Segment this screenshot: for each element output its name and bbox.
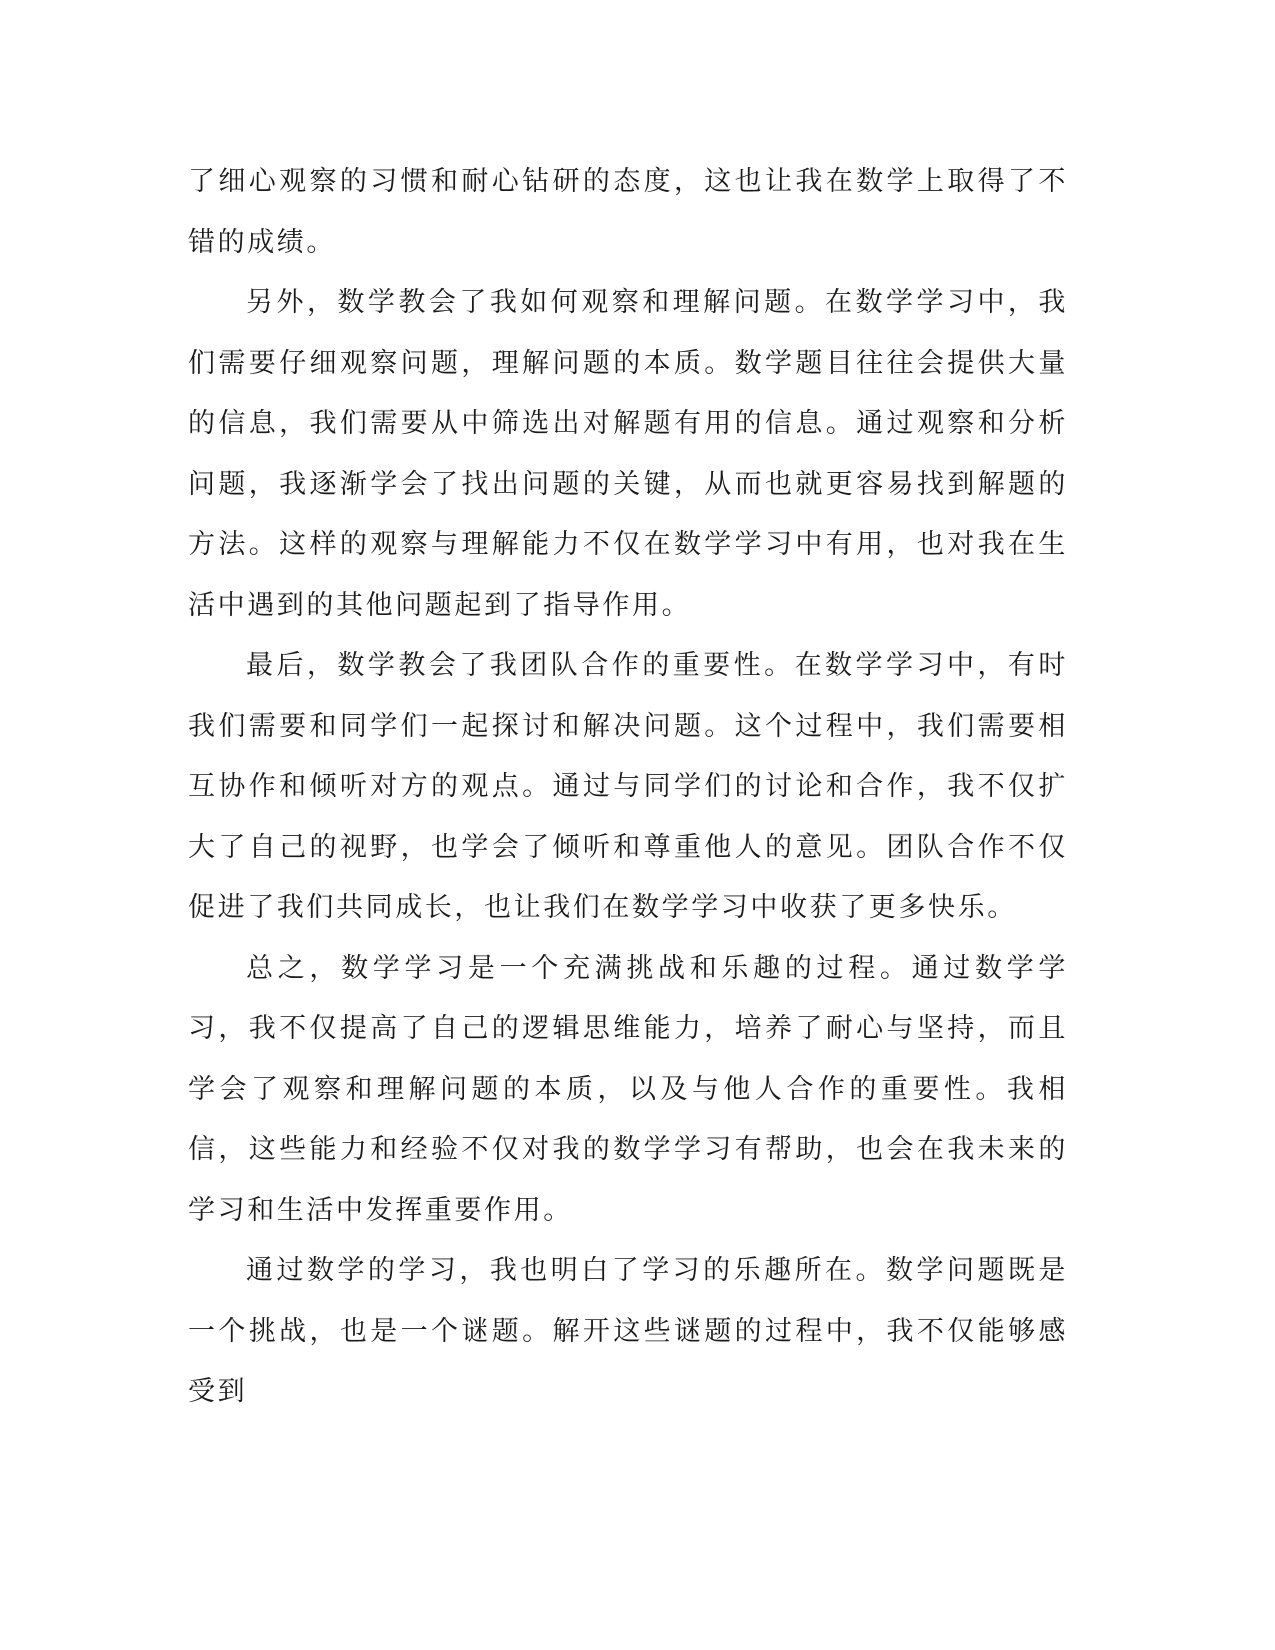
paragraph-4: 总之，数学学习是一个充满挑战和乐趣的过程。通过数学学习，我不仅提高了自己的逻辑思维能力，培养了耐心与坚持，而且学会了观察和理解问题的本质，以及与他人合作的重要性。我相信，这些能力和经验不仅对我的数学学习有帮助，也会在我未来的学习和生活中发挥重要作用。: [188, 952, 1068, 1226]
paragraph-3: 最后，数学教会了我团队合作的重要性。在数学学习中，有时我们需要和同学们一起探讨和解决问题。这个过程中，我们需要相互协作和倾听对方的观点。通过与同学们的讨论和合作，我不仅扩大了自己的视野，也学会了倾听和尊重他人的意见。团队合作不仅促进了我们共同成长，也让我们在数学学习中收获了更多快乐。: [188, 650, 1068, 923]
paragraph-1: 了细心观察的习惯和耐心钻研的态度，这也让我在数学上取得了不错的成绩。: [188, 166, 1068, 258]
document-body: [188, 152, 1068, 1423]
paragraph-2: 另外，数学教会了我如何观察和理解问题。在数学学习中，我们需要仔细观察问题，理解问题的本质。数学题目往往会提供大量的信息，我们需要从中筛选出对解题有用的信息。通过观察和分析问题，我逐渐学会了找出问题的关键，从而也就更容易找到解题的方法。这样的观察与理解能力不仅在数学学习中有用，也对我在生活中遇到的其他问题起到了指导作用。: [188, 287, 1068, 621]
paragraph-5: 通过数学的学习，我也明白了学习的乐趣所在。数学问题既是一个挑战，也是一个谜题。解开这些谜题的过程中，我不仅能够感受到: [188, 1255, 1068, 1407]
